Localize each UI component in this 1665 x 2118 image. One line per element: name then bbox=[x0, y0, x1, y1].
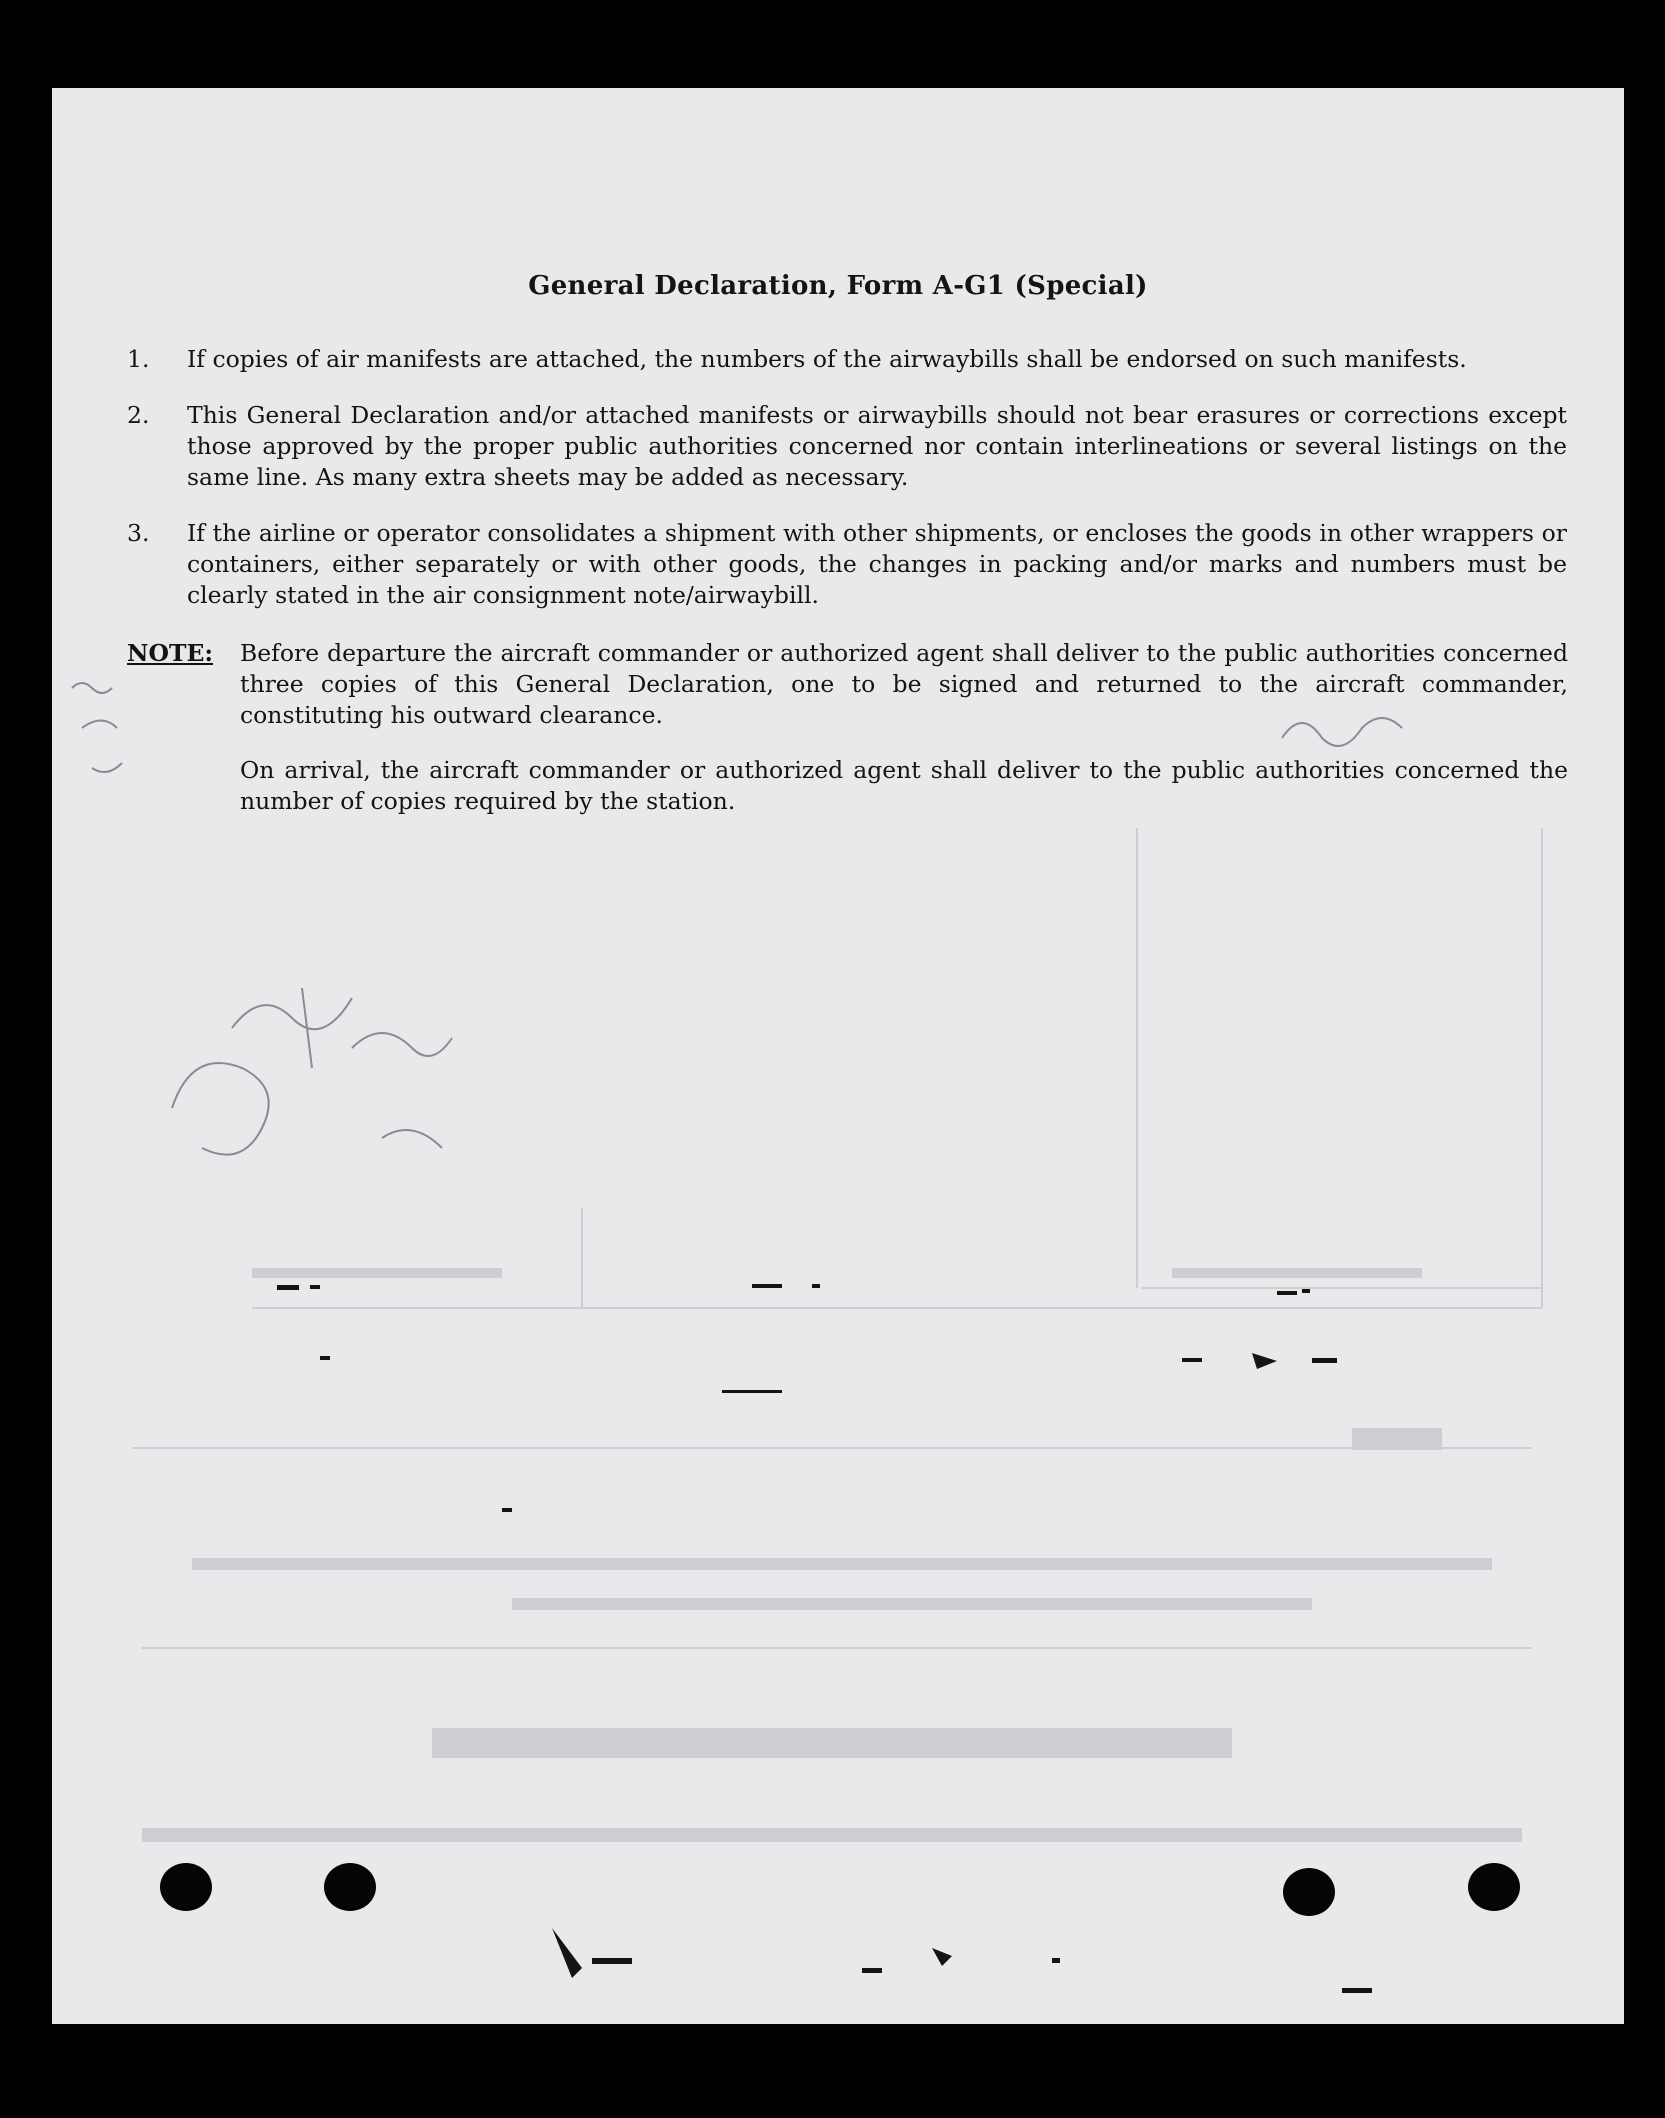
punch-hole bbox=[324, 1863, 376, 1911]
item-number: 1. bbox=[127, 345, 150, 373]
item-number: 2. bbox=[127, 401, 150, 429]
note-label: NOTE: bbox=[127, 639, 214, 667]
note-paragraph-arrival: On arrival, the aircraft commander or authorized agent shall deliver to the public authorities concerned the number of copies required by the station. bbox=[240, 756, 1568, 815]
item-number: 3. bbox=[127, 519, 150, 547]
punch-hole bbox=[160, 1863, 212, 1911]
ink-specks bbox=[52, 88, 1624, 2024]
punch-hole bbox=[1283, 1868, 1335, 1916]
item-text: If copies of air manifests are attached, the numbers of the airwaybills shall be endorsed on such manifests. bbox=[187, 345, 1467, 373]
form-title: General Declaration, Form A-G1 (Special) bbox=[528, 271, 1148, 301]
document-page bbox=[52, 88, 1624, 2024]
item-text: This General Declaration and/or attached manifests or airwaybills should not bear erasures or corrections except those approved by the proper public authorities concerned nor contain interlineations or several listings on the same line. As many extra sheets may be added as necessary. bbox=[187, 401, 1567, 491]
item-text: If the airline or operator consolidates a shipment with other shipments, or encloses the goods in other wrappers or containers, either separately or with other goods, the changes in packing and/or marks and numbers must be clearly stated in the air consignment note/airwaybill. bbox=[187, 519, 1567, 609]
note-paragraph-departure: Before departure the aircraft commander or authorized agent shall deliver to the public authorities concerned three copies of this General Declaration, one to be signed and returned to the aircraft commander, constituting his outward clearance. bbox=[240, 639, 1568, 729]
punch-hole bbox=[1468, 1863, 1520, 1911]
